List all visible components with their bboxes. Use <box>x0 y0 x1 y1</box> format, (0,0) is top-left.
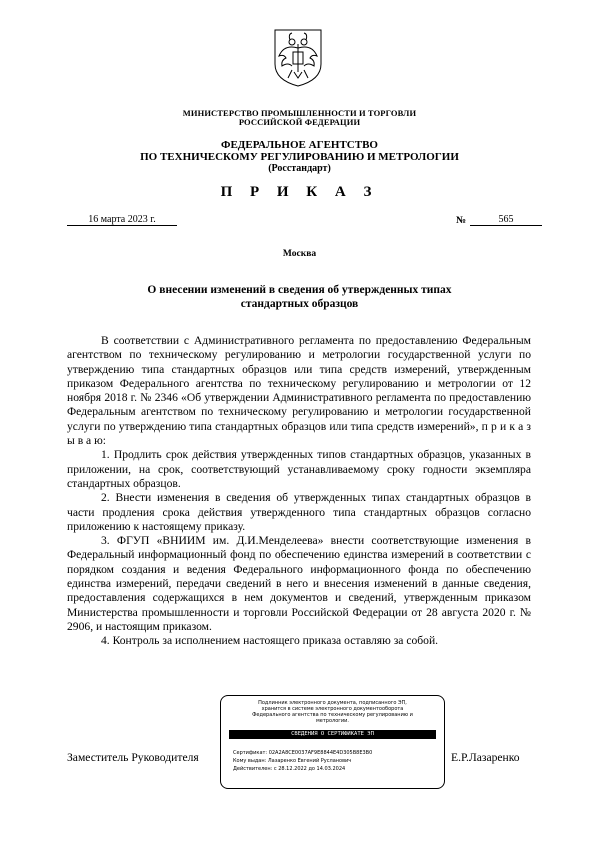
agency-line-1: ФЕДЕРАЛЬНОЕ АГЕНТСТВО <box>221 139 378 151</box>
ministry-line-2: РОССИЙСКОЙ ФЕДЕРАЦИИ <box>238 117 361 127</box>
stamp-line-4: метрологии. <box>316 718 349 724</box>
number-label: № <box>456 215 467 226</box>
ministry-line-1: МИНИСТЕРСТВО ПРОМЫШЛЕННОСТИ И ТОРГОВЛИ <box>182 108 417 118</box>
paragraph-preamble: В соответствии с Административного регламента по предоставлению Федеральным агентством по техническому регулированию и метрологии государственной услуги по утверждению типа стандартных образцов или типа средств измерений, утвержденным приказом Федерального агентства по техническому регулированию и метрологии от 12 ноября 2018 г. № 2346 «Об утверждении Административного регламента по предоставлению Федеральным агентством по техническому регулированию и метрологии государственной услуги по утверждению типа стандартных образцов или типа средств измерений», п р и к а з ы в а ю: <box>67 334 531 448</box>
paragraph-item-1: 1. Продлить срок действия утвержденных типов стандартных образцов, указанных в приложении, на срок, соответствующий устанавливаемому сроку годности экземпляра стандартных образцов. <box>67 448 531 490</box>
stamp-line-3: Федерального агентства по техническому регулированию и <box>252 712 413 718</box>
order-title: П Р И К А З <box>220 184 379 200</box>
order-number: 565 <box>470 214 542 226</box>
order-date: 16 марта 2023 г. <box>67 214 177 226</box>
stamp-certificate-bar: СВЕДЕНИЯ О СЕРТИФИКАТЕ ЭП <box>229 730 436 739</box>
stamp-validity: Действителен: с 28.12.2022 до 14.03.2024 <box>233 766 346 772</box>
agency-line-2: ПО ТЕХНИЧЕСКОМУ РЕГУЛИРОВАНИЮ И МЕТРОЛОГИИ <box>140 151 459 163</box>
coat-of-arms-emblem <box>270 26 326 88</box>
document-body <box>67 334 531 649</box>
paragraph-item-4: 4. Контроль за исполнением настоящего приказа оставляю за собой. <box>101 634 439 648</box>
paragraph-item-2: 2. Внести изменения в сведения об утвержденных типах стандартных образцов в части продления срока действия утвержденного типа стандартных образцов согласно приложению к настоящему приказу. <box>67 491 531 533</box>
paragraph-item-3: 3. ФГУП «ВНИИМ им. Д.И.Менделеева» внести соответствующие изменения в Федеральный информационный фонд по обеспечению единства измерений в соответствии с порядком создания и ведения Федерального информационного фонда по обеспечению единства измерений, передачи сведений в него и внесения изменений в данные сведения, предоставления содержащихся в нем документов и сведений, утвержденным приказом Министерства промышленности и торговли Российской Федерации от 28 августа 2020 г. № 2906, и настоящим приказом. <box>67 534 531 633</box>
subject-line-1: О внесении изменений в сведения об утвержденных типах <box>147 284 452 296</box>
city: Москва <box>282 249 317 259</box>
signatory-name: Е.Р.Лазаренко <box>451 751 520 764</box>
subject-line-2: стандартных образцов <box>240 298 359 310</box>
signatory-position: Заместитель Руководителя <box>67 751 199 764</box>
agency-line-3: (Росстандарт) <box>268 163 331 174</box>
electronic-signature-stamp <box>220 695 445 789</box>
stamp-line-2: хранится в системе электронного документооборота <box>261 706 404 712</box>
stamp-certificate: Сертификат: 02A2A8CE0037AF9E8844E4D305B8E3B0 <box>233 750 373 756</box>
stamp-owner: Кому выдан: Лазаренко Евгений Русланович <box>233 758 352 764</box>
stamp-line-1: Подлинник электронного документа, подписанного ЭП, <box>258 700 407 706</box>
